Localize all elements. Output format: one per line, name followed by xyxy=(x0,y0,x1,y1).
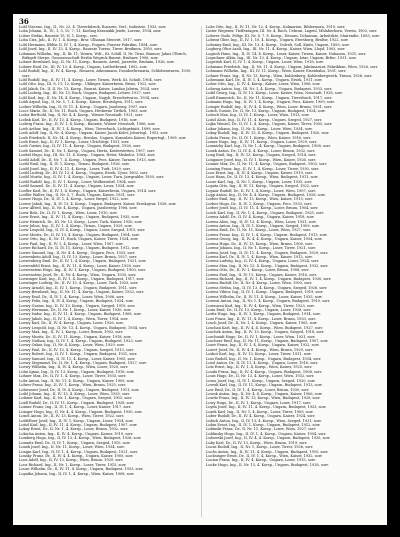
directory-entry: Luber Rudolf, Dr., II, IV. 4, Korsp., Ungarn, Kaiser, 1924, sorr. xyxy=(206,414,316,419)
directory-entry: Loew Leopold, Ing., II, IV. 4, Korsp., Ungarn, Loser, Szeged, 1915, sorr. xyxy=(19,228,146,233)
directory-entry: Loeb Samuel, Dr., II, Nr. 1, Korsp., Ungarn, Herta, Keiderstetten, 1907, sorr. xyxy=(19,148,155,153)
directory-entry: Lorenz Otto, Dr., II, IV. 1, Korsp., Loser, Brunn, 1908, sorr. xyxy=(206,268,310,273)
directory-entry: Luchsinger Ernst, Dr., II, IV. 1, 4, Korsp., Wien, Kaiser, 1932, sorr. xyxy=(206,453,323,458)
directory-entry: Loser Franz, Ing., II, IV. 1, 4, Korsp., Ungarn, Kaiser, 1922, sorr. xyxy=(206,343,320,348)
directory-entry: Lobb Arpad, Ing., II, Nr. 5, 7, 4. Korsp., Kaiser, Brrutslgen, 1911, sorr. xyxy=(19,100,144,105)
directory-entry: Lorenz Hugo, Dr., II, IV. 13, Korsp., Wien, Brunn, 1906, sorr. xyxy=(206,241,313,246)
directory-entry: Lorber Hugo, Dr., II, IV. 1, Korsp., Ungarn, Pecs, 1933, sorr. xyxy=(206,201,312,206)
directory-entry: Loew Otto, Ing., II, Nr. 11, Ruch, Ungarn, Kaiser, Tirrer, 1924, sorr. xyxy=(19,237,139,242)
directory-entry: Lodwig Franz, Ing., II, IV. 1, 4, Korsp., Baurate, Wiener Neustadt, 1906, sorr. xyxy=(19,122,156,127)
directory-entry: Lorenz Georg, Ing., II, IV. 4, 4. Korsp., Ungarn, Kaiser, 1934, sorr. xyxy=(206,237,323,242)
directory-entry: Lokay Ernst, Dr., II, Nr. 1, 4, Korsp., Loser, Brunn, 1932, sorr. xyxy=(19,427,129,432)
directory-entry: Lorenz Anton, Ing., II, IV. 1, Korsp., Ungarn, Szeged, 1909, sorr. xyxy=(206,223,320,228)
directory-entry: Loitfellner Josef, Ing., II, IV. 1, Korsp., Ungarn, Loser, 1914, sorr. xyxy=(19,418,134,423)
directory-entry: Loeser Jakob, Ing., II, IV. 13, 4. Korsp., Ungarn, Budapest, Kaiser, Ersekujvar, 1928, sorr. xyxy=(19,201,177,206)
directory-entry: Lucas Rudolf, Ing., II, Nr. 1, Korsp., Loser, Tirrer, 1926, sorr. xyxy=(206,445,314,450)
directory-entry: Lovrek Karl, Ing., II, IV. 11, Korsp., Ungarn, Budapest, 1913, sorr. xyxy=(206,383,323,388)
directory-entry: Lonsing Franz, Ing., II, IV. 1, 4, Korsp., Loser, Tirrer, 1930, sorr. xyxy=(206,166,319,171)
directory-entry: Loewenstein Josef, Dr., II, Nr. 4, Korsp., Wien, Ungarn, 1935, sorr. xyxy=(19,272,137,277)
directory-entry: Lobl Rudolf, Ing., II, IV. 4, Korsp., Rosaren, Arkenmann, Dosuherbrenaria, Schlobenwaren, 1939, sorr. xyxy=(19,69,192,78)
directory-entry: Loss Rudolf, Ing., II, Nr. 1, Korsp., Ungarn, Budapest, 1934, sorr. xyxy=(206,356,322,361)
directory-entry: Loewy Hermann, Dr., II, Nr. 1, Korsp., Loser, Kaiser, 1930, sorr. xyxy=(19,308,132,312)
directory-entry: Lojka Wenzel, Dr., II, IV. 1, 4, Korsp., Ungarn, Kaiser, Tirrer, 1905, sorr. xyxy=(206,122,333,127)
directory-entry: Lowak Anton, Ing., II, Nr. 4, 4. Korsp., Ungarn, Kaiser, 1906, sorr. xyxy=(206,392,323,397)
directory-entry: Loeb Arthur, Ing., II, IV. 1, 4, Korsp., Wien, Tiererbach, Lichtgebnitt, 1899, sorr. xyxy=(19,126,161,131)
directory-entry: Lodisk Karl, Dr., II, IV. 13, 4. Korsp., Ungarn, Budapest, 1916, sorr. xyxy=(19,117,138,122)
directory-entry: Lorenz Viktor, Ing., II, IV. 1, Korsp., Ungarn, Budapest, 1919, sorr. xyxy=(206,290,324,295)
directory-entry: Logisch Hans, Ing., II, IV. 14, 4. Korsp., Loser, Kaiser, Tirnen, Kaiser, Nuhanen, 1931, sorr. xyxy=(206,51,367,56)
directory-entry: Lopatka Johann, Ing., II, IV. 1, 4, Korsp., Wien, Kaiser, 1908, sorr. xyxy=(19,471,135,476)
directory-entry: Loibl Georg, Ing., II, IV. 13, Korsp., Loser, Kaiser, Wien, Neustadt, 1928, sorr. xyxy=(206,91,343,96)
directory-entry: Lohr Anton, Ing., II, Nr. 11, 4. Korsp., Ungarn, Kaiser, 1909, sorr. xyxy=(19,378,135,383)
directory-entry: Lucian Franz, Ing., II, IV. 4, Korsp., Ungarn, Loser, 1915, sorr. xyxy=(206,458,316,463)
directory-entry: Lorenz Emil, Dr., II, Nr. 11, Korsp., Loser, Wien, 1927, sorr. xyxy=(206,228,311,233)
directory-entry: Loewy Wilhelm, Ing., II, IV. 4, Korsp., Wien, Loser, 1920, sorr. xyxy=(19,365,129,370)
directory-entry: Loewenstein Hugo, Ing., II, IV. 1, Korsp., Ungarn, Budapest, 1900, sorr. xyxy=(19,268,146,273)
directory-entry: Lowitz Franz, Ing., II, IV. 13, Korsp., Wien, Budapest, 1928, sorr. xyxy=(206,396,321,401)
directory-entry: Loewenfeld Ernst, Ing., II, IV. 11, 4. Korsp., Loser, Kaiser, 1928, sorr. xyxy=(19,263,141,268)
directory-entry: Loewy Siegmund, Dr., II, Nr. 1, 4, Korsp., Ungarn, Budapest, 1927, sorr. xyxy=(19,361,147,366)
directory-entry: Lohrmann Karl, Dr., II, IV. 1, 4, Korsp., Ungarn, Ersek, 1911, sorr. xyxy=(206,78,323,83)
directory-entry: Loewy Gustav, Ing., II, IV. 13, Korsp., Ungarn, Szeged, 1919, sorr. xyxy=(19,303,136,308)
directory-entry: Lubinski Franz, Dr., II, Nr. 11, Korsp., Loser, Wien, 1927, sorr. xyxy=(206,427,317,432)
directory-entry: Lohwasser Josef, Dr., II, IV. 4, Korsp., Ungarn, Budapest, 1911, sorr. xyxy=(19,387,140,392)
directory-entry: Loew Ernst, Ing., II, IV. 11, 4. Korsp., Ungarn, Budapest, 1935, sorr. xyxy=(19,215,140,220)
directory-entry: Loinger Hugo, Ing., II, Nr. 4, 4. Korsp., Ungarn, Budapest, 1930, sorr. xyxy=(19,409,143,414)
directory-entry: Lorber Emil, Ing., II, IV. 13, Korsp., Wien, Kaiser, 1915, sorr. xyxy=(206,197,313,202)
directory-entry: Lohmann Wilhelm, Ing., III, IV. 11, Korsp., Wien, Kaiser, Eisenbahn, 1931, sorr. xyxy=(206,69,347,74)
directory-entry: Loewinger Ludwig, Dr., II, IV. 13, 4. Korsp., Loser, Turk, 1925, sorr. xyxy=(19,281,139,286)
directory-entry: Loewy Leopold, Ing., II, Nr. 13, 4. Korsp., Ungarn, Budapest, 1934, sorr. xyxy=(19,325,148,330)
directory-entry: Lodzer Wilhelm, Ing., II, IV. 11, 4. Korsp., Ungarn, Jassberny, 1907, sorr. xyxy=(19,104,148,109)
directory-entry: Loibl Johann, Ing., II, IV. 13, 4. Korsp., Loser, Wien, 1935, sorr. xyxy=(19,392,130,397)
directory-entry: Louis Hugo, Dr., II, Nr. 13, 4. Korsp., Loser, Wien, 1932, sorr. xyxy=(206,374,315,379)
directory-entry: Loebl Moritz, Ing., II, IV. 1, 4, Korsp., Ungarn, Loser, Turn, Jarrgrabbr, 1930, sorr. xyxy=(19,175,165,180)
directory-entry: Loitzl Alois, Ing., II, IV. 11, 4. Korsp., Ungarn, Szeged, 1927, sorr. xyxy=(206,117,322,122)
directory-entry: Loewenberg Emil, Dr., II, IV. 1, 4, Korsp., Ungarn, Budapest, 1921, sorr. xyxy=(19,259,147,264)
directory-entry: Lobl Otto, Ing., III. 8, 11, 12, Korsp., Uhlinger, Kaiserbrein, Brisis, 1922, sorr. xyxy=(19,82,157,87)
directory-entry: Loidl Rudolf, Dr., II, IV. 11, Korsp., Ungarn, Budapest, 1928, sorr. xyxy=(19,400,135,405)
directory-entry: Lorenz Max, Ing., II, Nr. 13, 4. Korsp., Ungarn, Budapest, 1932, sorr. xyxy=(206,263,329,268)
directory-entry: Lokay Rudolf, Ing., II, IV. 13, 4. Korsp., Ungarn, Budapest, 1920, sorr. xyxy=(206,131,330,136)
directory-entry: Loschmidt Hugo, Dr., II, IV. 1, Korsp., Loser, Wien, 1931, sorr. xyxy=(206,334,316,339)
directory-entry: Loew Alfred, Ing., II, Nr. 4, Korsp., Ungarn, Jaszbereny, 1906, sorr. xyxy=(19,206,138,211)
directory-entry: Loefler Karl, Dr., II, IV. 1, 4, Korsp., Ungarn, Kaiserbrein, Ungarn, 1914, sorr. xyxy=(19,188,157,193)
directory-entry: Loewy Samuel, Ing., II, IV. 11, 4. Korsp., Loser, Kaiser, 1905, sorr. xyxy=(19,356,136,361)
document-page xyxy=(13,14,387,525)
directory-entry: Loeb Ernst, Ing., II, IV. 1, Korsp., Loser, Ulrtchlegr, 1931, sorr. xyxy=(19,139,130,144)
directory-entry: Lozek Karl, Ing., II, Nr. 1, 4, Korsp., Loser, Tirrer, 1909, sorr. xyxy=(206,409,314,414)
directory-entry: Lorenzi Anton, Ing., II, Nr. 1, 4, Korsp., Ungarn, Budapest, 1910, sorr. xyxy=(206,299,331,304)
directory-entry: Lovas Josef, Ing., II, IV. 1, Korsp., Ungarn, Szeged, 1920, sorr. xyxy=(206,378,316,383)
directory-entry: Loewy Nathan, Ing., II, IV. 1, 4, Korsp., Ungarn, Budapest, 1923, sorr. xyxy=(19,338,143,343)
directory-entry: Loebel Hugo, Ing., III, Nr. 11, 4. Korsp., Ungarn, Heter, Miskolcz, 1903, sorr. xyxy=(19,153,156,158)
directory-entry: Lorenz Paul, Ing., II, IV. 11, Korsp., Ungarn, Kaiser, 1916, sorr. xyxy=(206,272,318,277)
directory-entry: Loew Heinrich, Dr., III, Nr. 13, Korsp., Loser, Turk, Kaiser, 1930, sorr. xyxy=(19,219,143,224)
directory-entry: Lohner Franz, Ing., II, Nr. 13, Korsp., Wien, Kuhlenberg, Kohlenbergwerk, Tirnau, 1926, sorr. xyxy=(206,73,373,78)
directory-entry: Loimann Hugo, Ing., II, IV. 1, 4, Korsp., Ungarn, Pecs, Kaiser, 1909, sorr. xyxy=(206,100,335,105)
directory-entry: Lopaur Rudolf, Dr., II, IV. 1, 4, Korsp., Loser, Wien, 1907, sorr. xyxy=(206,188,316,193)
directory-entry: Loose Karl, Ing., II, Nr. 1, Korsp., Ungarn, Loser, 1935, sorr. xyxy=(206,179,313,184)
directory-entry: Loewy Robert, Ing., II, IV. 1, Korsp., Ungarn, Budapest, 1931, sorr. xyxy=(19,352,138,357)
directory-entry: Lossl Anton, Dr., II, IV. 11, 4. Korsp., Ungarn, Loser, 1916, sorr. xyxy=(206,361,319,366)
directory-entry: Louda Franz, Ing., II, IV. 4, Korsp., Ungarn, Budapest, 1908, sorr. xyxy=(206,369,322,374)
directory-entry: Lomberg Hugo, Ing., II, IV. 13, 4. Korsp., Wien, Budapest, 1926, sorr. xyxy=(19,436,142,441)
directory-entry: Loisel Anton, Dr., II, IV. 13, Korsp., Wien, Tirrer, 1922, sorr. xyxy=(19,414,125,419)
directory-entry: Lorch Karl, Ing., II, Nr. 1, 4, Korsp., Ungarn, Budapest, 1925, sorr. xyxy=(206,210,324,215)
directory-entry: Lohn Ignaz, Ing., II, IV. 13, Korsp., Ungarn, Budapest, 1916, sorr. xyxy=(19,369,135,374)
directory-entry: Loew Moritz, Dr., II, IV. 13, 4. Korsp., Ungarn, Budapest, 1904, sorr. xyxy=(19,232,140,237)
directory-entry: Loewy Max, Ing., II, IV. 1, Korsp., Loser, Brunn, 1902, sorr. xyxy=(19,330,124,335)
page-number: 36 xyxy=(19,17,29,26)
directory-entry: Loinger Rudolf, Ing., II, IV. 4, 4. Korsp., Wien, Loser, Brunn, 1931, sorr. xyxy=(206,104,332,109)
directory-entry: Loos Richard, Ing., II, Nr. 1, Korsp., Loser, Tirrer, 1915, sorr. xyxy=(19,462,127,467)
directory-entry: Lotz Ernst, Ing., II, IV. 1, 4, Korsp., Wien, Kaiser, 1925, sorr. xyxy=(206,365,313,370)
directory-entry: Loew Bela, Dr., II, IV. 1, Korsp., Wien, Loser, 1910, sorr. xyxy=(19,210,118,215)
directory-entry: Lobs Otto, Ing., II, IV. 11, Nr. 12, 4. Korsp., Kolmarion, Rihlermorn, 1910, sorr. xyxy=(206,25,346,29)
directory-entry: Loebl Josef, Ing., II, IV. 4, 11, 4. Korsp., Loser, Turk, 1929, sorr. xyxy=(19,166,131,171)
directory-entry: Lorenz Karl, Dr., II, IV. 1, 4, Korsp., Wien, Kaiser, 1912, sorr. xyxy=(206,254,313,259)
directory-entry: Loewy Emil, Dr., II, IV. 1, 4, Korsp., Loser, Wien, 1906, sorr. xyxy=(19,294,125,299)
directory-entry: Loos Ernst, Ing., II, IV. 4, Korsp., Ungarn, Kaiser, 1919, sorr. xyxy=(206,170,313,175)
directory-entry: Lorenzoni Karl, Ing., II, IV. 4, Korsp., Wien, Tirrer, 1923, sorr. xyxy=(206,303,315,308)
directory-entry: Lomer Hugo, Ing., II, IV. 11, Korsp., Ungarn, Loser, 1929, sorr. xyxy=(206,139,317,144)
directory-entry: Loewenbein Adolf, Ing., II, IV. 13, Korsp., Loser, Brunn, 1927, sorr. xyxy=(19,254,137,259)
directory-entry: Lorenz Richard, Ing., II, IV. 1, 4, Korsp., Ungarn, Budapest, 1930, sorr. xyxy=(206,277,332,282)
directory-entry: Lohwag Anton, Ing., III. Nr. 1, 4. Korsp., Ungarn, Budapest, 1933, sorr. xyxy=(206,86,333,91)
directory-entry: Loeb Gustav, Ing., II, IV. 11, 4. Korsp., Ungarn, Budapest, 1926, sorr. xyxy=(19,144,141,149)
column-divider xyxy=(201,26,202,517)
directory-entry: Lobuv Stefan, Baurate 15, N. 1, Korsp., serr. xyxy=(19,33,98,38)
directory-entry: Loewy Paul, Dr., II, IV. 13, 4. Korsp., Ungarn, Szeged, 1913, sorr. xyxy=(19,347,134,352)
directory-entry: Loebl Samuel, Dr., II, IV. 11, 4. Korsp., Ungarn, Loser, 1934, sorr. xyxy=(19,184,135,189)
directory-entry: Lohmann Friedrich, Ing., II, Nr. 11, 4. Korsp., Ungarn, Jabrimarunt, Fabrikbun, Wien, 1926, sorr. xyxy=(206,64,378,69)
directory-entry: Loyda Josef, Ing., II, IV. 11, 4. Korsp., Ungarn, Budapest, 1933, sorr. xyxy=(206,405,327,410)
directory-entry: Lonner Max, Dr., II, Nr. 11, 4. Korsp., Ungarn, Budapest, 1903, sorr. xyxy=(206,162,327,167)
directory-entry: Lorenz Rudolf, Dr., II, Nr. 4, Korsp., Loser, Wien, 1903, sorr. xyxy=(206,281,313,286)
directory-entry: Lobner Emil, Dr., III, IV. 13, 4. Korsp., Ungarn, Leitlertbrand, 1892, sorr. xyxy=(19,64,148,69)
directory-entry: Lomnicky Karl, Ing., II, Nr. 1, 4, Korsp., Ungarn, Budapest, 1908, sorr. xyxy=(206,144,331,149)
directory-entry: Lodor Berthold, Ing., II, Nr. 4, 4. Korsp., Wiener Neustadt, 1921, sorr. xyxy=(19,113,143,118)
directory-entry: Lobl Josef, Ing., II, IV. 13, 4. Korsp., Baurate Tuerss, Tirrer, Breiknen, 1950, sorr. xyxy=(19,47,163,52)
directory-entry: Lorz Franz, Ing., II, IV. 11, 4. Korsp., Loser, Brunn, 1933, sorr. xyxy=(206,316,316,321)
directory-entry: Lucke Hugo, Ing., II, Nr. 13, 4. Korsp., Ungarn, Budapest, 1928, sorr. xyxy=(206,462,329,467)
directory-entry: Loeb Adolf, Ing., II, Nr. 4, Korsp., Ungarn, Kaiser, Jacob Keler, Jeburtsgl., 1953, sorr. xyxy=(19,131,169,136)
directory-entry: Loewy Karl, Dr., II, IV. 4, Korsp., Ungarn, Loser, 1926, sorr. xyxy=(19,321,124,326)
directory-entry: Lokota Franz, Dr., II, IV. 1, Korsp., Wien, Kaiser, 1916, sorr. xyxy=(206,135,312,140)
directory-entry: Lokar Johann, Ing., II, Nr. 4, Korsp., Loser, Wien, 1934, sorr. xyxy=(206,126,313,131)
directory-entry: Loimer Franz, Ing., II, IV. 1, 4, Korsp., Loser, Kaiser, 1917, sorr. xyxy=(19,405,132,410)
directory-entry: Loewy Arnold, Ing., II, IV. 1, Korsp., Ungarn, Budapest, 1911, sorr. xyxy=(19,285,138,290)
directory-entry: Lorenz Josef, Ing., II, IV. 11, 4. Korsp., Ungarn, Budapest, 1929, sorr. xyxy=(206,250,329,255)
directory-entry: Lorenz Stefan, Ing., II, IV. 13, 4. Korsp., Ungarn, Szeged, 1926, sorr. xyxy=(206,285,328,290)
directory-entry: Luchs Anton, Ing., II, IV. 11, 4. Korsp., Ungarn, Budapest, 1910, sorr. xyxy=(206,449,329,454)
directory-entry: Longin Karl, Ing., II, IV. 1, 4, Korsp., Ungarn, Budapest, 1921, sorr. xyxy=(19,449,138,454)
directory-entry: Loitzl Karl, Ing., II, IV. 11, 4. Korsp., Ungarn, Budapest, 1907, sorr. xyxy=(19,422,138,427)
directory-entry: Low Emil, Dr., II, IV. 1, 4, Korsp., Loser, Brunn, 1930, sorr. xyxy=(206,387,310,392)
directory-entry: Luby Karl, Dr., II, IV. 13, Korsp., Wien, Brunn, 1919, sorr. xyxy=(206,440,308,445)
directory-entry: Loewe Samuel, Ing., II, Nr. 4, 4. Korsp., Ungarn, Pecs, 1933, sorr. xyxy=(19,250,136,255)
directory-entry: Lubowski Josef, Ing., II, IV. 4, 4. Korsp., Ungarn, Budapest, 1935, sorr. xyxy=(206,436,331,441)
directory-entry: Loschner Emil, Ing., II, Nr. 11, Korsp., Ungarn, Budapest, 1907, sorr. xyxy=(206,338,329,343)
directory-entry: Longauer Josef, Ing., II, IV. 1, Korsp., Wien, Kaiser, 1926, sorr. xyxy=(206,157,316,162)
directory-entry: Loewy Bernhard, Ing., II, Nr. 11, 4. Korsp., Ungarn, Kaiser, 1932, sorr. xyxy=(19,290,144,295)
directory-entry: Lorenz Wilhelm, Dr., II, IV. 11, 4. Korsp., Loser, Kaiser, 1935, sorr. xyxy=(206,294,323,299)
directory-entry: Lorenz Johann, Ing., II, Nr. 1, Korsp., Loser, Tirrer, 1921, sorr. xyxy=(206,246,316,251)
directory-entry: Loewy Jakob, Ing., II, IV. 1, 4, Korsp., Wien, Tirrer, 1914, sorr. xyxy=(19,316,129,321)
directory-entry: Logberg Oltor Aralt, Ing., III. Nr. 11, 4. Korsp., Kaiser, Wien, Lloyd, 1903, sorr. xyxy=(206,47,346,52)
directory-entry: Lobl Ludwig, Ing., III. Nr. 13, Ruch, Ungarn, Budapest, Lehrer, 1927, sorr. xyxy=(19,91,151,96)
directory-entry: Loew Julius, Ing., II, IV. 1, 4, Korsp., Tirnau, Ungarn, 1929, sorr. xyxy=(19,223,133,228)
directory-entry: Loeb Friedrich, II, Nr. 14, 4. Korsp., Breslau, Ungarn, Konsulats Kaiser, Rupertsgl., 1909, sorr. xyxy=(19,135,187,140)
left-column xyxy=(19,25,195,521)
directory-entry: Lorenz Ludwig, Ing., II, IV. 4, Korsp., Ungarn, Loser, 1924, sorr. xyxy=(206,259,319,264)
directory-entry: Loritz Hugo, Ing., II, IV. 1, Korsp., Ungarn, Budapest, 1914, sorr. xyxy=(206,312,321,317)
directory-entry: Loschek Anton, Ing., II, IV. 13, Korsp., Ungarn, Szeged, 1918, sorr. xyxy=(206,330,325,335)
directory-entry: Loewy Moritz, Dr., II, IV. 11, Korsp., Ungarn, Kaiser, 1918, sorr. xyxy=(19,334,132,339)
directory-entry: Loidl Emmerich, Dr., II, Nr. 11, Korsp., Ungarn, Tiererbach, 1917, sorr. xyxy=(206,95,333,100)
directory-entry: Lorenz Franz, Ing., II, IV. 1, 4, Korsp., Ungarn, Budapest, 1913, sorr. xyxy=(206,232,328,237)
directory-entry: Loschan Karl, Ing., II, IV. 4, 4. Korsp., Wien, Budapest, 1927, sorr. xyxy=(206,325,323,330)
directory-entry: Loeser Hugo, Dr., II, IV. 1, 4, Korsp., Loser, Brrgel, 1922, sorr. xyxy=(19,197,129,202)
directory-entry: Lonek Anton, Dr., II, IV. 4, 4. Korsp., Loser, Brunn, 1932, sorr. xyxy=(206,148,316,153)
directory-entry: Lobl Jakob, Dr., II, II. Nr. 13, Korsp., Baurat, Kaiser, Landau Jabrim, 1924, sorr. xyxy=(19,86,160,91)
directory-entry: Lobl Karl, Ing., II, Nr. 14, 4. Korsp., Ungarn, Nagyb, Erzsebetvaros, 1934, sorr. xyxy=(19,95,160,100)
directory-entry: Logwitsh Karl, II, IV. 1, 4, Korsp., Ungarn, Loser, Wien, 1918, sorr. xyxy=(206,60,324,65)
directory-entry: Lobwer Gudo, Feltgr, III. Nr. 8, 7. 8. Korsp., Deuarn, Dchausan, Arbeitskte, Mairendie, 1893, sorr. xyxy=(206,33,380,38)
directory-entry: Loose Wilhelm, Dr., II, IV. 11, 4. Korsp., Ungarn, Budapest, 1933, sorr. xyxy=(19,467,144,472)
directory-entry: Lubin Ernst, Ing., II, IV. 1, Korsp., Ungarn, Budapest, 1912, sorr. xyxy=(206,422,321,427)
directory-entry: Lopp Anton, Ing., II, Nr. 4, 4. Korsp., Ungarn, Budapest, 1928, sorr. xyxy=(206,193,326,198)
directory-entry: Loewe Richard, Dr., II, IV. 11, Korsp., Ungarn, Budapest, 1912, sorr. xyxy=(19,246,140,251)
directory-entry: Loitsch Max, Ing., II, IV. 1, Korsp., Loser, Wien, 1913, sorr. xyxy=(206,113,310,118)
directory-entry: Linter Wegener, Tieffentagen, III. Nr. 4, Ruch, Uebrun, Lagenl, Mhlaherhorn, Verein, 1903, sorr. xyxy=(206,29,378,34)
directory-entry: Loebl Rudolf, Ing., II, IV. 1, Korsp., Loser, Wolkersdorf, 1904, sorr. xyxy=(19,179,136,184)
directory-entry: Lobner Bernhard, Ing., II, Nr. 11, Korsp., Baurate, Arriel, Jarerebe, Bruhnin, 1926, sorr. xyxy=(19,60,175,65)
directory-entry: Loewinger Karl, Ing., II, IV. 1, 4, Korsp., Ungarn, Budapest, 1917, sorr. xyxy=(19,277,145,282)
directory-entry: Lohse Otto, Ing., II, IV. 4, Korsp., Kaiser, Loser, Wien, 1906, sorr. xyxy=(206,82,321,87)
directory-entry: Lobl Rudolf, Ing., II, IV. 11, 4. Korsp., Loser, Tirnen, Werk, Kt. Schult, 1904, sorr. xyxy=(19,78,162,83)
directory-entry: Loibner Karl, Ing., II, Nr. 1, Korsp., Ungarn, Szeged, 1903, sorr. xyxy=(19,396,133,401)
directory-entry: Lorber Josef, Ing., II, IV. 11, 4. Korsp., Loser, Brunn, 1904, sorr. xyxy=(206,206,319,211)
directory-entry: Losch Josef, Dr., II, Nr. 1, 4, Korsp., Ungarn, Kaiser, 1905, sorr. xyxy=(206,321,318,326)
directory-entry: Lonek Josef, Ing., II, Nr. 11, Korsp., Loser, Wien, 1934, sorr. xyxy=(19,445,125,450)
directory-entry: Lobmann Wilhelm, Ing., II, Ilr. 11, Verarn, Wdt., Kt. Schill, II, Nr. Tirns, Bunnov, Jahnz Ulbrich, Birkgelt Sterpe, Genossenschaft Herlin Wegrick Baurat, Bruhner, 1906, sorr. xyxy=(19,51,187,60)
directory-entry: Loos Adolf, Ing., II, IV. 13, Korsp., Wien, Brunn, 1929, sorr. xyxy=(19,458,124,463)
directory-entry: Loebl Ludwig, Dr., III, IV. 13, 4. Korsp., Ungarn, Ersek, Ujvar, 1902, sorr. xyxy=(19,170,149,175)
directory-entry: Losert Josef, Dr., II, IV. 4, 4. Korsp., Wien, Brunn, 1929, sorr. xyxy=(206,347,313,352)
directory-entry: Lorenz Alois, Ing., II, IV. 13, 4. Korsp., Wien, Loser, 1931, sorr. xyxy=(206,219,317,224)
directory-entry: Loewy Isidor, Ing., II, IV. 11, 4. Korsp., Ungarn, Budapest, 1908, sorr. xyxy=(19,312,142,317)
directory-entry: Lublinsky Hugo, Ing., II, IV. 1, 4, Korsp., Ungarn, Kaiser, 1904, sorr. xyxy=(206,431,327,436)
directory-entry: Lokscha Anton, Ing., II, IV. 4, Korsp., Ungarn, Kaiser, 1919, sorr. xyxy=(19,431,134,436)
directory-entry: Lobl Vincenz, Ing., II., Nr. 22, 4. Tiererfabeck, Rosaren, Verl., Industrie, 1933, sorr. xyxy=(19,25,167,29)
directory-entry: Lobrint Glier, Ing., II, IV. 1, 10, 4. Korsp., Ungarn, Etersburg, Brnltsr, 1922, sorr. xyxy=(206,38,349,43)
directory-entry: Loria Emil, Dr., II, IV. 13, Korsp., Ungarn, Loser, 1928, sorr. xyxy=(206,308,312,312)
directory-entry: Loskot Karl, Ing., II, IV. 13, Korsp., Loser, Tirrer, 1911, sorr. xyxy=(206,352,312,357)
directory-entry: Loefler Walter, Ing., II, Nr. 5, 7, Ruch, Ungarn, Kaiser, 1931, sorr. xyxy=(19,193,135,198)
directory-entry: Loos Hans, Dr., II, IV. 13, 4. Korsp., Wien, Budapest, 1911, sorr. xyxy=(206,175,319,180)
right-column xyxy=(206,25,382,521)
directory-entry: Lubich Anton, Ing., II, IV. 13, 4. Korsp., Wien, Szeged, 1931, sorr. xyxy=(206,418,322,423)
directory-entry: Lowy Hugo, Dr., II, IV. 1, Korsp., Ungarn, Loser, 1917, sorr. xyxy=(206,400,311,405)
directory-entry: Loebl Emil, Ing., II, IV. 1, Korsp., Tirnau, Budapest, 1926, sorr. xyxy=(19,162,130,167)
directory-entry: Lomnitz Emil, Dr., II, IV. 1, Korsp., Ungarn, Szeged, 1910, sorr. xyxy=(19,440,131,445)
directory-entry: Loba Johann, II., IV., 1, 5, 10, 7, 11, Koeling Keramikk Jeiefe, Lorenz, 1934, zusr. xyxy=(19,29,162,34)
directory-entry: Lorenz Adolf, Dr., II, IV. 4, Korsp., Ungarn, Kaiser, 1918, sorr. xyxy=(206,215,315,220)
directory-entry: Logschner Albin, Ing., III. Nr. 13, 4. Korsp., Ungarn, Iztar, Ungarn, Brfne, 1931, sorr. xyxy=(206,55,357,60)
directory-entry: Loebl Adolf, Dr., II, Nr. 7, 4. Korsp., Ungarn, Pecs, Kaiser, Tarnow, 1913, sorr. xyxy=(19,157,156,162)
directory-entry: Lobonny Emil, Ing., III. Nr. 13, 4. Korsp., Unlveb, Soll, Kinfu, Ungarn, 1893, sorr. xyxy=(206,42,350,47)
directory-entry: Loisch Gustav, Dr., II, Nr. 13, Korsp., Ungarn, Budapest, 1924, sorr. xyxy=(206,109,326,114)
directory-entry: Loba Cira, Jnb., II, IV. 1. 4, Korsp., Brsr. Ulhanan Stenvirt, 1917, sorr. xyxy=(19,38,142,43)
directory-entry: Lopata Otto, Ing., II, IV. 11, Korsp., Ungarn, Szeged, 1922, sorr. xyxy=(206,184,320,189)
directory-entry: Lohrer Franz, Ing., II, IV. 1, Korsp., Wien, Brunn, 1925, sorr. xyxy=(19,383,126,388)
directory-entry: Long Emil, Ing., II, IV. 13, Korsp., Ungarn, Szeged, 1914, sorr. xyxy=(206,153,317,158)
directory-entry: Locci Mario, Dr., II, Nr. 11, Ruch, Ungarn, Heckerne Tirtlich, 1903, sorr. xyxy=(19,109,148,114)
directory-entry: Loewy Oskar, Ing., II, Nr. 4, Korsp., Loser, Wien, 1929, sorr. xyxy=(19,343,125,348)
directory-entry: Lohner Max, Dr., II, IV. 1, 4, Korsp., Loser, Tirrer, 1933, sorr. xyxy=(19,374,127,379)
directory-entry: Lonsky Franz, Dr., II, IV. 4, 4. Korsp., Ungarn, Kaiser, 1905, sorr. xyxy=(19,453,134,458)
directory-entry: Lobl Hermann, Iffdtir, II, IV. 1, 4, Korsp., Fugarn, Frasser Fabrikin, 1894, sorr. xyxy=(19,42,158,47)
directory-entry: Loewy Felix, Ing., II, IV. 4, Korsp., Ungarn, Budapest, 1924, sorr. xyxy=(19,299,134,304)
directory-entry: Loew Paul, Ing., II, IV. 1, 4, Korsp., Loser, Wien, 1907, sorr. xyxy=(19,241,124,246)
